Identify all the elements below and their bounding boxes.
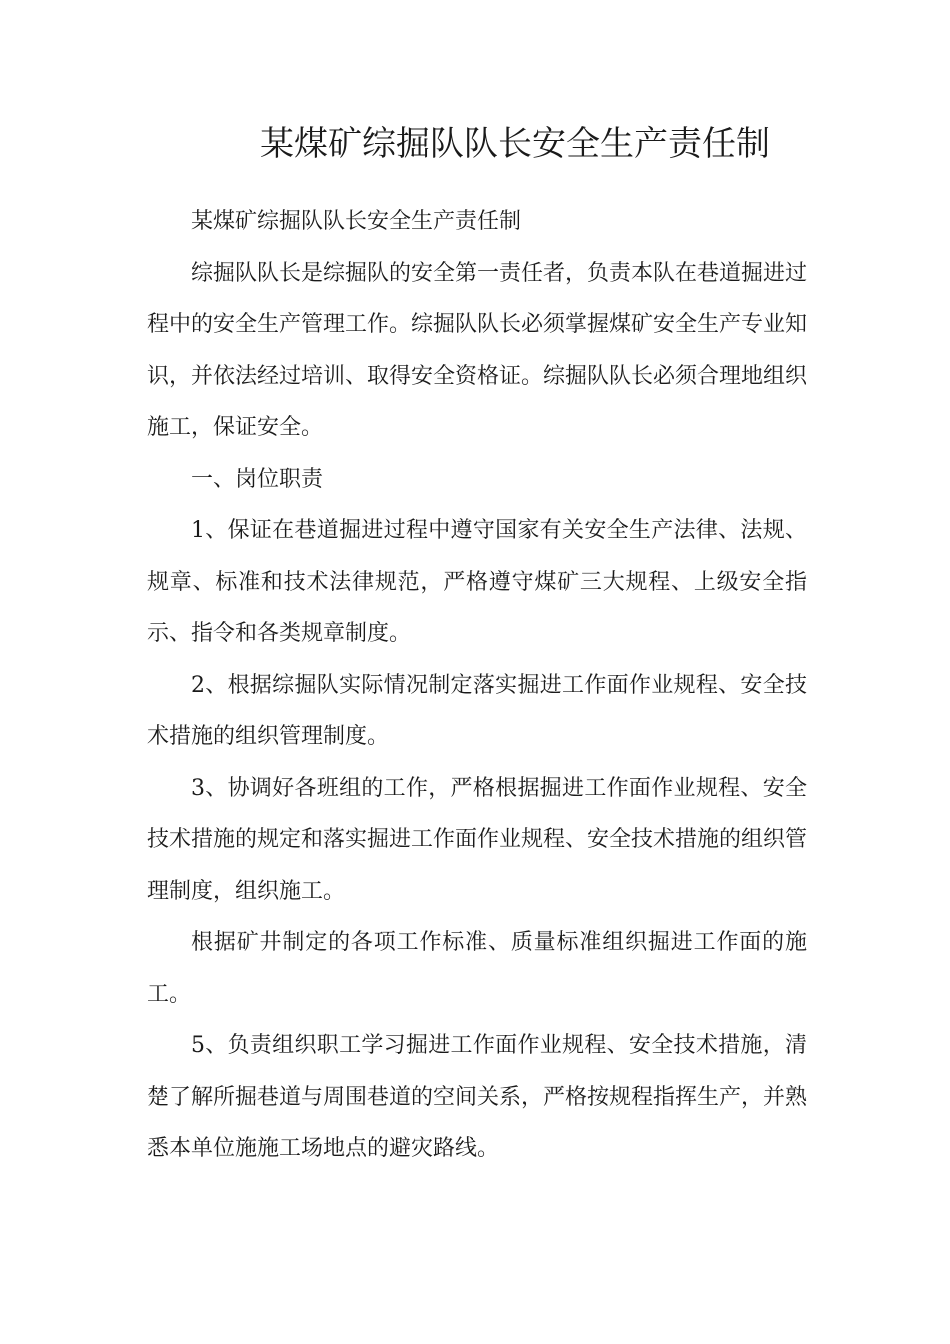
paragraph-item-1: 1、保证在巷道掘进过程中遵守国家有关安全生产法律、法规、规章、标准和技术法律规范，严格遵守煤矿三大规程、上级安全指示、指令和各类规章制度。 bbox=[147, 518, 807, 646]
paragraph-item-5: 5、负责组织职工学习掘进工作面作业规程、安全技术措施，清楚了解所掘巷道与周围巷道的空间关系，严格按规程指挥生产，并熟悉本单位施施工场地点的避灾路线。 bbox=[147, 1033, 808, 1161]
paragraph-item-2: 2、根据综掘队实际情况制定落实掘进工作面作业规程、安全技术措施的组织管理制度。 bbox=[147, 672, 807, 749]
document-title: 某煤矿综掘队队长安全生产责任制 bbox=[260, 124, 770, 164]
paragraph-item-3: 3、协调好各班组的工作，严格根据掘进工作面作业规程、安全技术措施的规定和落实掘进工作面作业规程、安全技术措施的组织管理制度，组织施工。 bbox=[147, 775, 808, 904]
paragraph-item-4: 根据矿井制定的各项工作标准、质量标准组织掘进工作面的施工。 bbox=[147, 930, 807, 1007]
section-heading-duties: 一、岗位职责 bbox=[191, 466, 324, 492]
document-body bbox=[147, 196, 807, 1175]
paragraph-subtitle: 某煤矿综掘队队长安全生产责任制 bbox=[191, 209, 522, 234]
paragraph-intro: 综掘队队长是综掘队的安全第一责任者，负责本队在巷道掘进过程中的安全生产管理工作。综掘队队长必须掌握煤矿安全生产专业知识，并依法经过培训、取得安全资格证。综掘队队长必须合理地组织施工，保证安全。 bbox=[147, 260, 808, 440]
